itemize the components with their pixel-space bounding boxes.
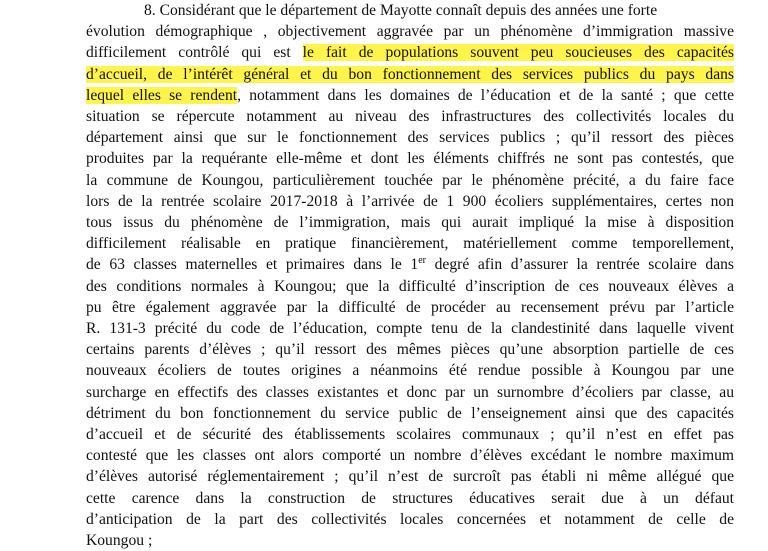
highlighted-text: lequel elles se rendent	[86, 86, 238, 104]
text-line: cette carence dans la construction de structures éducatives serait due à un défaut	[86, 489, 734, 507]
text-line: situation se répercute notamment au niveau des infrastructures des collectivités locales du	[86, 108, 734, 126]
superscript: er	[418, 255, 427, 267]
text-line: évolution démographique , objectivement aggravée par un phénomène d’immigration massive	[86, 23, 734, 41]
text-fragment: degré afin d’assurer la rentrée scolaire dans	[426, 256, 734, 274]
text-line	[86, 254, 734, 275]
text-line	[86, 42, 734, 63]
text-line: des conditions normales à Koungou; que la difficulté d’inscription de ces nouveaux élèves a	[86, 277, 734, 295]
text-line: contesté que les classes ont alors comporté un nombre d’élèves excédant le nombre maximum	[86, 447, 734, 465]
text-line: difficilement réalisable en pratique financièrement, matériellement comme temporellement,	[86, 235, 734, 253]
highlighted-text: le fait de populations souvent peu soucieuses des capacités	[302, 44, 734, 62]
text-line: certains parents d’élèves ; qu’il ressort des mêmes pièces qu’une absorption partielle de ces	[86, 341, 734, 359]
text-line: nouveaux écoliers de toutes origines a néanmoins été rendue possible à Koungou par une	[86, 362, 734, 380]
text-line: d’accueil et de sécurité des établissements scolaires communaux ; qu’il n’est en effet pas	[86, 426, 734, 444]
text-fragment: difficilement contrôlé qui est	[86, 44, 303, 62]
text-fragment: de 63 classes maternelles et primaires dans le 1	[86, 256, 419, 274]
document-page	[86, 0, 734, 551]
text-line	[86, 85, 734, 106]
text-line: tous issus du phénomène de l’immigration, mais qui aurait impliqué la mise à disposition	[86, 214, 734, 232]
text-line: département ainsi que sur le fonctionnement des services publics ; qu’il ressort des pièces	[86, 129, 734, 147]
text-line: d’élèves autorisé réglementairement ; qu’il n’est de surcroît pas établi ni même allégué que	[86, 468, 734, 486]
text-line: la commune de Koungou, particulièrement touchée par le phénomène précité, a du faire face	[86, 171, 734, 189]
text-line: produites par la requérante elle-même et dont les éléments chiffrés ne sont pas contestés, que	[86, 150, 734, 168]
text-line: d’anticipation de la part des collectivités locales concernées et notamment de celle de	[86, 510, 734, 528]
text-line: lors de la rentrée scolaire 2017-2018 à l’arrivée de 1 900 écoliers supplémentaires, certes non	[86, 192, 734, 210]
text-line: 8. Considérant que le département de Mayotte connaît depuis des années une forte	[144, 2, 658, 19]
text-line: Koungou ;	[86, 532, 153, 550]
text-line: pu être également aggravée par la difficulté de procéder au recensement prévu par l’article	[86, 298, 734, 316]
text-fragment: , notamment dans les domaines de l’éducation et de la santé ; que cette	[237, 86, 734, 104]
text-line: détriment du bon fonctionnement du service public de l’enseignement ainsi que des capacités	[86, 404, 734, 422]
text-line	[86, 64, 734, 85]
text-line: R. 131-3 précité du code de l’éducation, compte tenu de la clandestinité dans laquelle vivent	[86, 320, 734, 338]
text-line: surcharge en effectifs des classes existantes et donc par un surnombre d’écoliers par classe, au	[86, 383, 734, 401]
highlighted-text: d’accueil, de l’intérêt général et du bon fonctionnement des services publics du pays dans	[86, 65, 734, 83]
